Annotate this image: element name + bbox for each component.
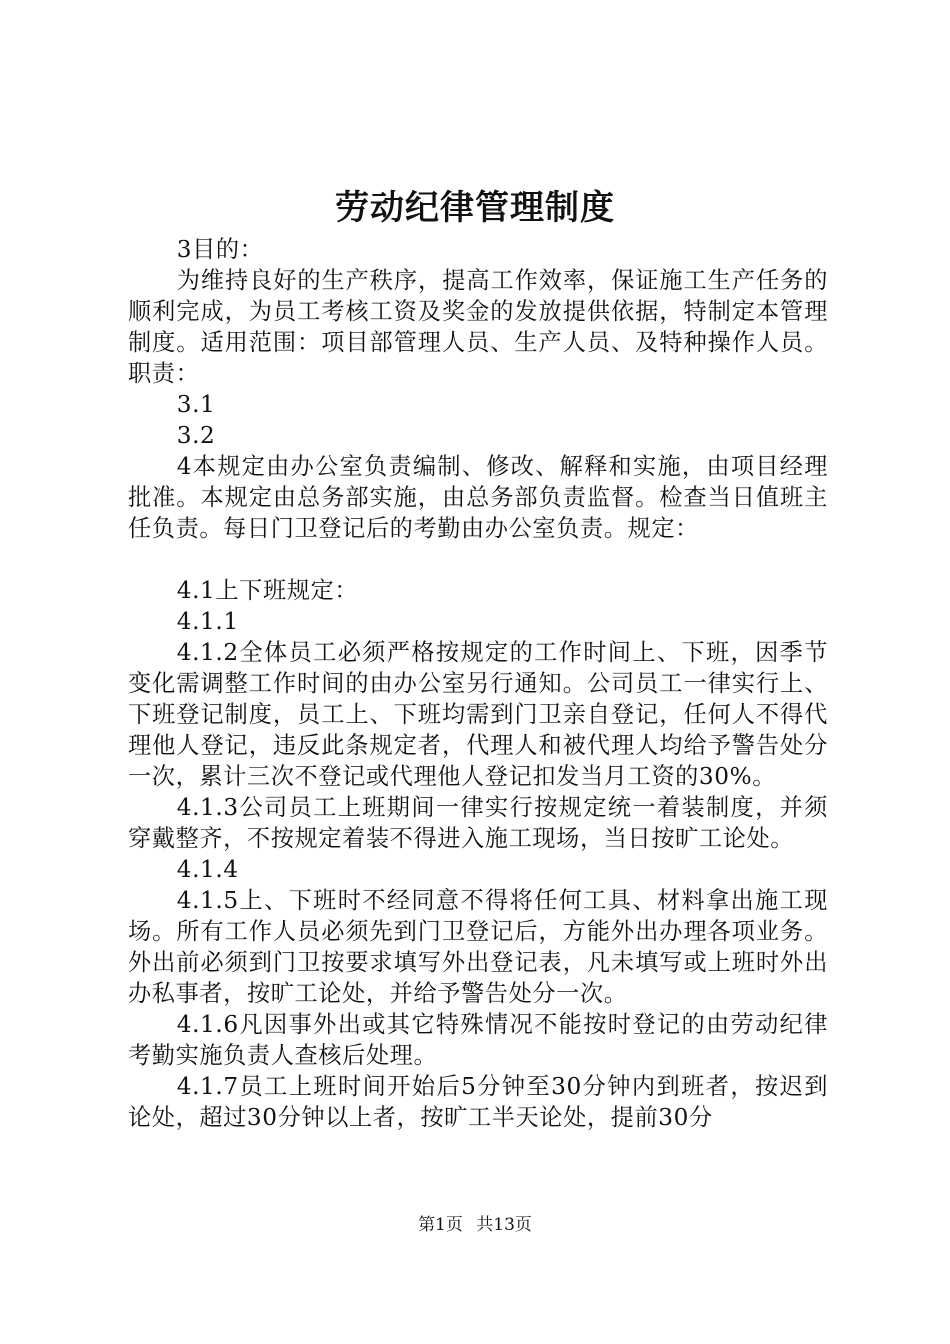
item-3-1: 3.1 [176, 391, 216, 418]
section-4-paragraph: 4本规定由办公室负责编制、修改、解释和实施，由项目经理批准。本规定由总务部实施，由总务部负责监督。检查当日值班主任负责。每日门卫登记后的考勤由办公室负责。规定： [128, 453, 828, 542]
document-title: 劳动纪律管理制度 [335, 188, 615, 228]
document-body [128, 234, 828, 1133]
section-purpose-heading: 3目的： [176, 236, 264, 263]
page-number: 第1页 [418, 1215, 463, 1235]
item-4-1-heading: 4.1上下班规定： [176, 577, 359, 604]
item-4-1-3: 4.1.3公司员工上班期间一律实行按规定统一着装制度，并须穿戴整齐，不按规定着装不得进入施工现场，当日按旷工论处。 [128, 794, 828, 852]
item-4-1-6: 4.1.6凡因事外出或其它特殊情况不能按时登记的由劳动纪律考勤实施负责人查核后处理。 [128, 1011, 828, 1069]
item-4-1-2: 4.1.2全体员工必须严格按规定的工作时间上、下班，因季节变化需调整工作时间的由办公室另行通知。公司员工一律实行上、下班登记制度，员工上、下班均需到门卫亲自登记，任何人不得代理他人登记，违反此条规定者，代理人和被代理人均给予警告处分一次，累计三次不登记或代理他人登记扣发当月工资的30%。 [128, 639, 828, 790]
item-4-1-1: 4.1.1 [176, 608, 239, 635]
item-4-1-7: 4.1.7员工上班时间开始后5分钟至30分钟内到班者，按迟到论处，超过30分钟以上者，按旷工半天论处，提前30分 [128, 1073, 828, 1131]
paragraph-gap [128, 544, 828, 575]
item-4-1-5: 4.1.5上、下班时不经同意不得将任何工具、材料拿出施工现场。所有工作人员必须先到门卫登记后，方能外出办理各项业务。外出前必须到门卫按要求填写外出登记表，凡未填写或上班时外出办私事者，按旷工论处，并给予警告处分一次。 [128, 887, 828, 1007]
item-3-2: 3.2 [176, 422, 216, 449]
page-total: 共13页 [476, 1215, 532, 1235]
item-4-1-4: 4.1.4 [176, 856, 239, 883]
page-footer [0, 1213, 950, 1237]
purpose-paragraph: 为维持良好的生产秩序，提高工作效率，保证施工生产任务的顺利完成，为员工考核工资及奖金的发放提供依据，特制定本管理制度。适用范围：项目部管理人员、生产人员、及特种操作人员。职责： [128, 267, 828, 387]
